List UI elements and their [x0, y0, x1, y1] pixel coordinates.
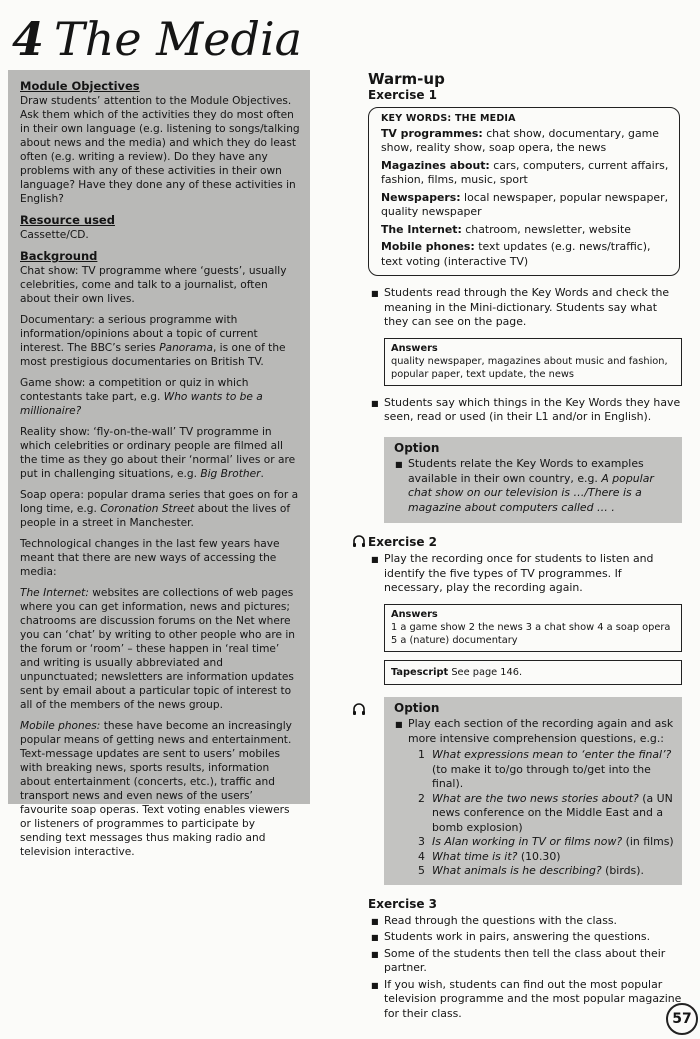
- background-heading: Background: [20, 249, 98, 263]
- ex3-step-4: ■ If you wish, students can find out the most popular television programme and the most popular magazine for their class.: [384, 978, 682, 1022]
- lesson-steps: [368, 70, 682, 1021]
- question-list: [418, 748, 674, 879]
- objectives-heading: Module Objectives: [20, 79, 140, 93]
- ex1-step-2: ■ Students say which things in the Key Words they have seen, read or used (in their L1 and/or in English).: [384, 396, 682, 425]
- module-title: [12, 0, 303, 66]
- kw-mobile: Mobile phones: text updates (e.g. news/traffic), text voting (interactive TV): [381, 240, 651, 268]
- background-panel: [8, 70, 310, 858]
- module-number: 4: [12, 12, 45, 66]
- question-2: 2 What are the two news stories about? (a UN news conference on the Middle East and a bomb explosion): [418, 791, 673, 834]
- headphones-icon-2: [352, 703, 366, 721]
- bg-documentary: Documentary: a serious programme with information/opinions about a topic of current interest. The BBC’s series Panorama, is one of the most prestigious documentaries on British TV.: [20, 314, 286, 368]
- kw-tv: TV programmes: chat show, documentary, game show, reality show, soap opera, the news: [381, 126, 659, 154]
- answers-text: quality newspaper, magazines about music and fashion, popular paper, text update, the news: [391, 355, 668, 380]
- bg-mobile-phones: Mobile phones: these have become an increasingly popular means of getting news and entertainment. Text-message updates are sent to users’ mobiles with breaking news, sports results, information about entertainment (concerts, etc.), traffic and transport news and even news of the users’ favourite soap operas. Text voting enables viewers or listeners of programmes to participate by sending text messages thus making radio and television interactive.: [20, 720, 292, 858]
- bg-chat-show: Chat show: TV programme where ‘guests’, usually celebrities, come and talk to a journalist, often about their own lives.: [20, 265, 287, 305]
- module-title-text: The Media: [54, 12, 303, 66]
- exercise-3-heading: Exercise 3: [368, 896, 438, 911]
- bg-game-show: Game show: a competition or quiz in which contestants take part, e.g. Who wants to be a millionaire?: [20, 377, 263, 417]
- exercise-2-heading: Exercise 2: [368, 535, 438, 549]
- key-words-box: [368, 107, 680, 276]
- kw-internet: The Internet: chatroom, newsletter, website: [381, 222, 631, 236]
- objectives-text: Draw students’ attention to the Module Objectives. Ask them which of the activities they do most often in their own language (e.g. listening to songs/talking about news and the media) and which they do least often (e.g. writing a review). Do they have any problems with any of these activities in their own language? Have they done any of these activities in English?: [20, 95, 300, 205]
- answers-heading: Answers: [391, 342, 438, 354]
- answers-box-1: [384, 338, 682, 386]
- resource-heading: Resource used: [20, 213, 115, 227]
- answers-box-2: [384, 604, 682, 652]
- kw-magazines: Magazines about: cars, computers, current affairs, fashion, films, music, sport: [381, 158, 669, 186]
- question-3: 3 Is Alan working in TV or films now? (in films): [418, 835, 674, 848]
- option-2-step: ■ Play each section of the recording again and ask more intensive comprehension questions, e.g.:: [408, 717, 674, 746]
- bg-soap-opera: Soap opera: popular drama series that goes on for a long time, e.g. Coronation Street about the lives of people in a street in Manchester.: [20, 489, 299, 529]
- tapescript-box: Tapescript See page 146.: [384, 660, 682, 685]
- warmup-heading: Warm-up: [368, 70, 445, 88]
- key-words-title: KEY WORDS: THE MEDIA: [381, 113, 516, 124]
- bg-internet: The Internet: websites are collections of web pages where you can get information, news and pictures; chatrooms are discussion forums on the Net where you can ‘chat’ by writing to other people who are in the forum or ‘room’ – these happen in ‘real time’ and writing is usually abbreviated and unpunctuated; newsletters are information updates sent by email about a particular topic of interest to all of the members of the news group.: [20, 587, 295, 711]
- answers-2-line-2: 5 a (nature) documentary: [391, 634, 518, 646]
- ex3-step-2: ■ Students work in pairs, answering the questions.: [384, 930, 682, 945]
- kw-newspapers: Newspapers: local newspaper, popular newspaper, quality newspaper: [381, 190, 669, 218]
- exercise-1-heading: Exercise 1: [368, 88, 438, 102]
- answers-2-line-1: 1 a game show 2 the news 3 a chat show 4 a soap opera: [391, 621, 671, 633]
- option-box-1: [384, 437, 682, 524]
- exercise-2: [368, 535, 682, 685]
- resource-text: Cassette/CD.: [20, 229, 89, 241]
- bg-technology: Technological changes in the last few years have meant that there are new ways of accessing the media:: [20, 538, 280, 578]
- bg-reality-show: Reality show: ‘fly-on-the-wall’ TV programme in which celebrities or ordinary people are filmed all the time as they go about their ‘normal’ lives or are put in challenging situations, e.g. Big Brother.: [20, 426, 296, 480]
- option-heading-2: Option: [394, 700, 440, 715]
- question-5: 5 What animals is he describing? (birds).: [418, 864, 644, 877]
- answers-heading-2: Answers: [391, 608, 438, 620]
- headphones-icon: [352, 535, 366, 553]
- ex2-step-1: ■ Play the recording once for students to listen and identify the five types of TV programmes. If necessary, play the recording again.: [384, 552, 682, 596]
- option-box-2: [384, 697, 682, 885]
- question-1: 1 What expressions mean to ‘enter the final’? (to make it to/go through to/get into the final).: [418, 748, 672, 790]
- option-1-step: ■ Students relate the Key Words to examples available in their own country, e.g. A popular chat show on our television is …/There is a magazine about computers called … .: [408, 457, 674, 515]
- ex3-step-3: ■ Some of the students then tell the class about their partner.: [384, 947, 682, 976]
- ex1-step-1: ■ Students read through the Key Words and check the meaning in the Mini-dictionary. Students say what they can see on the page.: [384, 286, 682, 330]
- page-number: 57: [666, 1003, 698, 1035]
- option-heading: Option: [394, 440, 440, 455]
- question-4: 4 What time is it? (10.30): [418, 849, 561, 863]
- ex3-step-1: ■ Read through the questions with the class.: [384, 914, 682, 929]
